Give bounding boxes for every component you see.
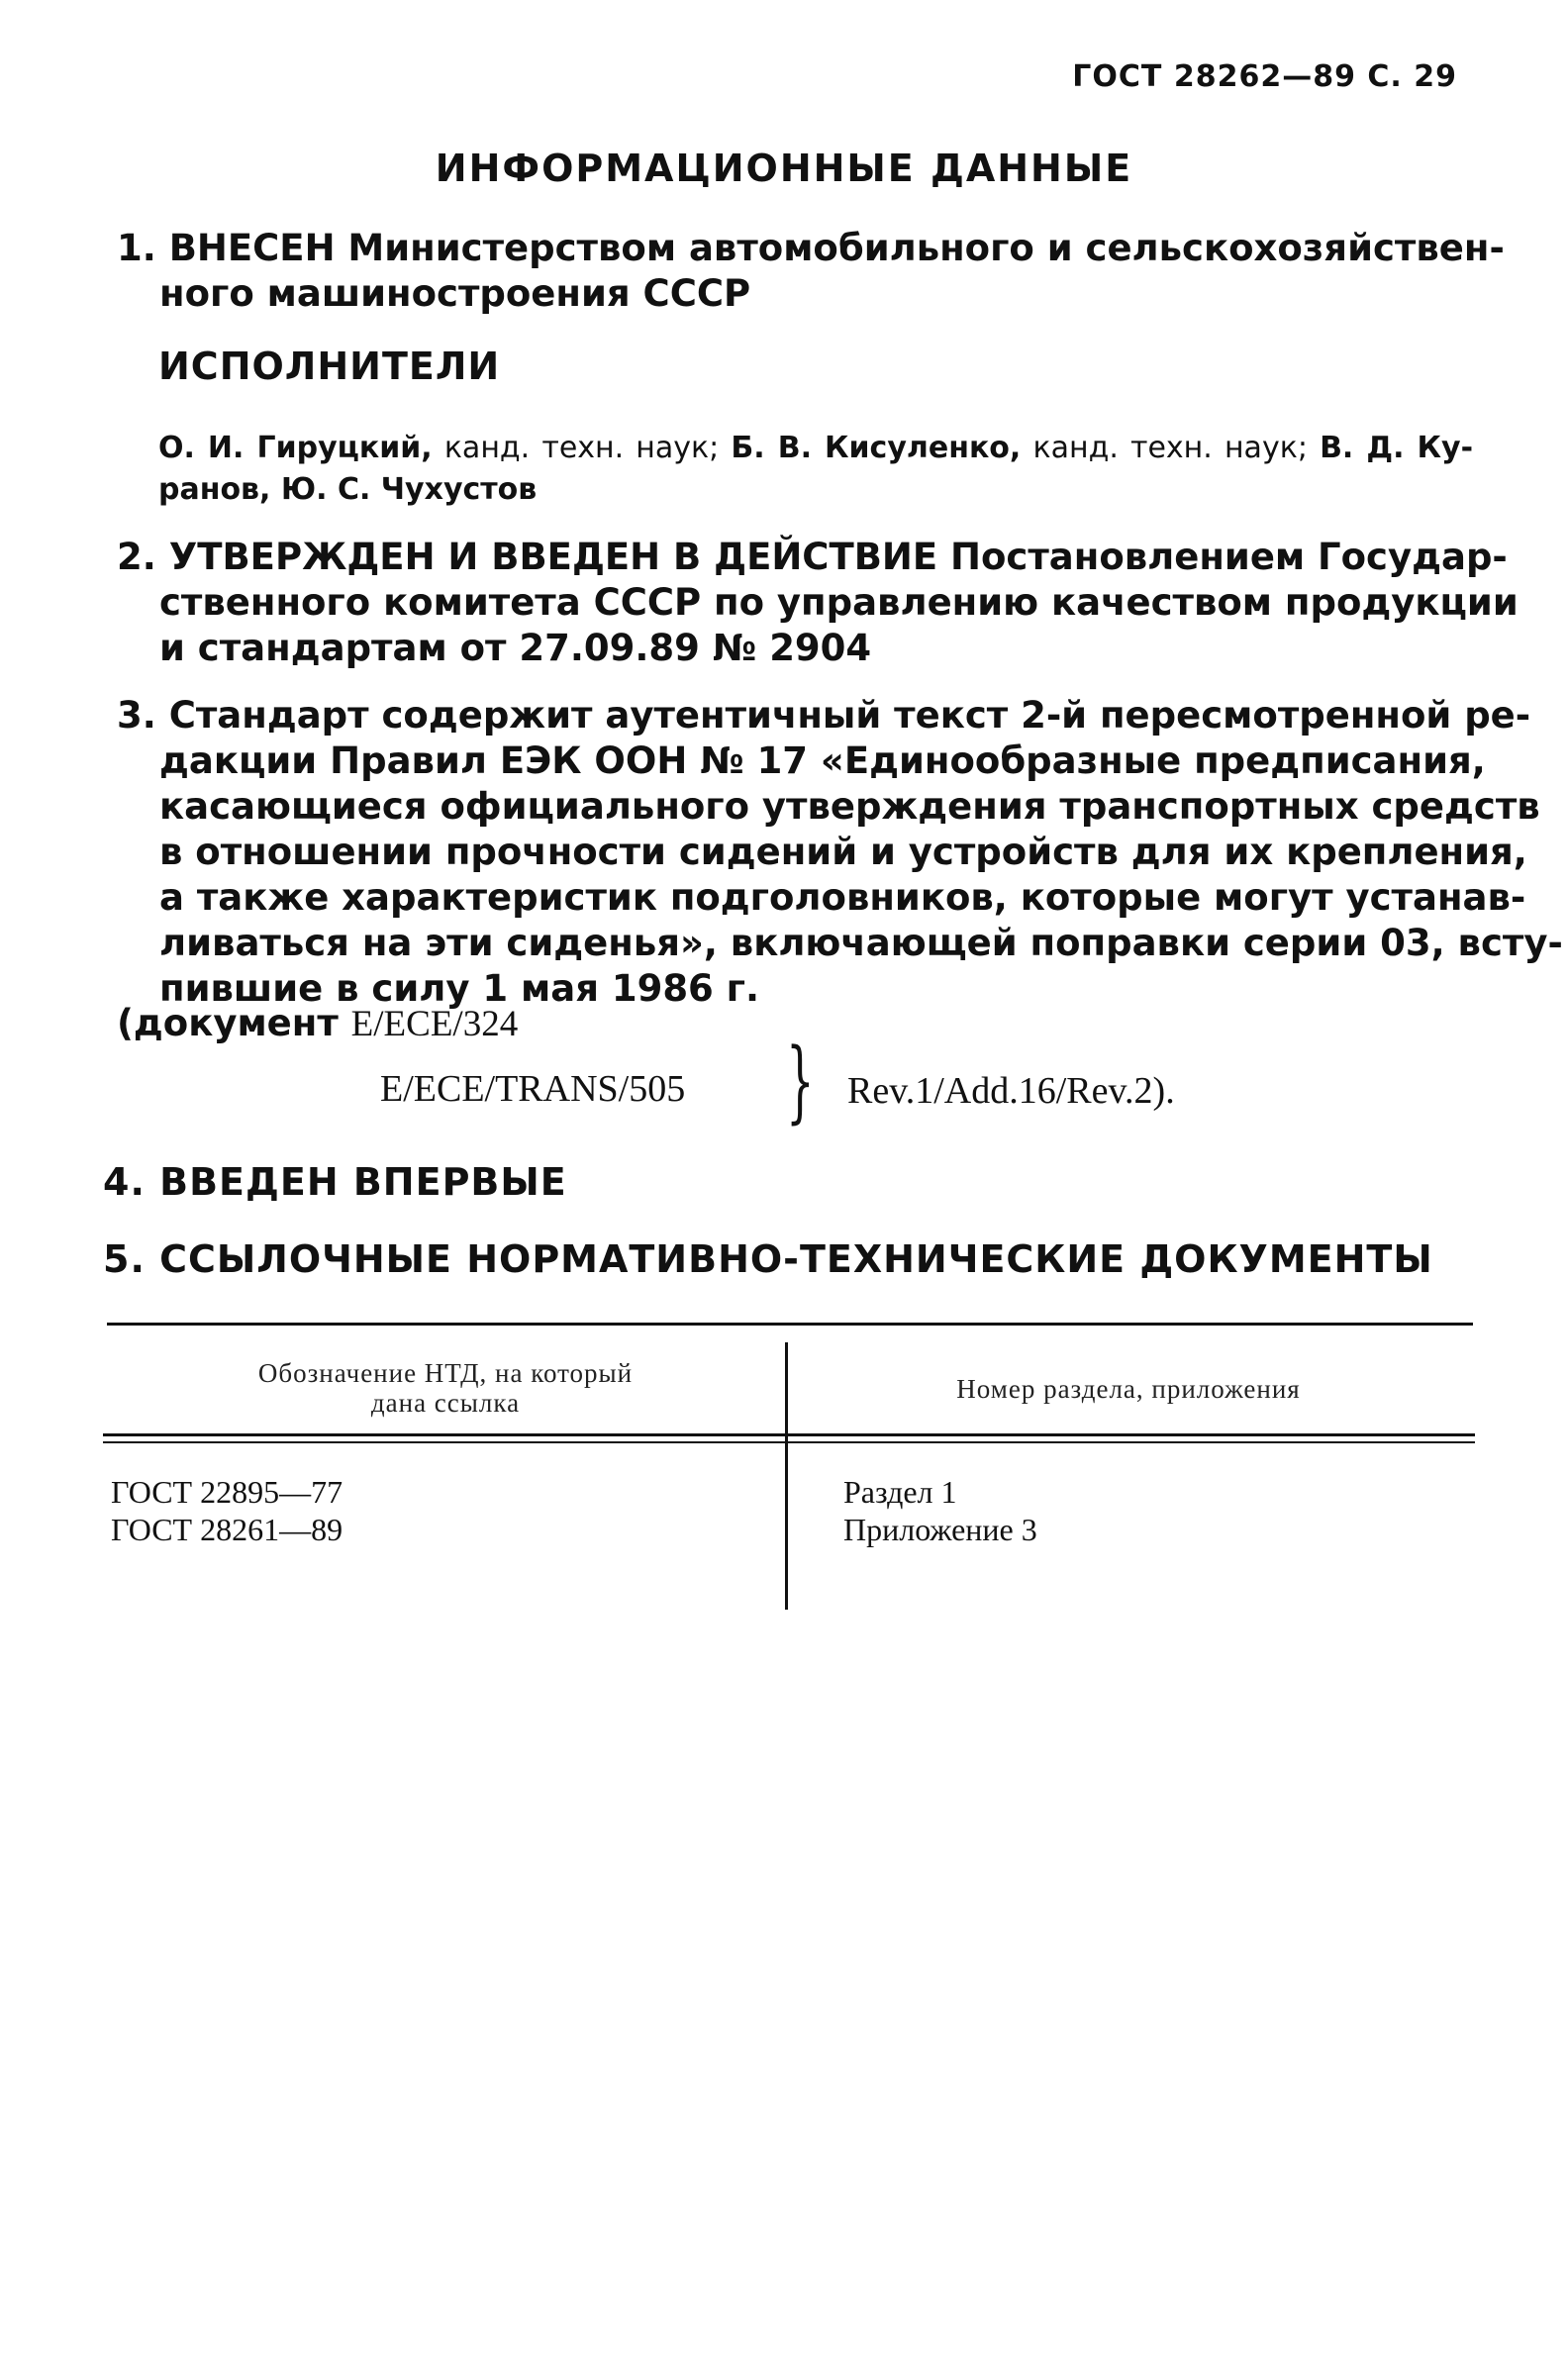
table-row xyxy=(843,1473,1037,1548)
performers-line-2: ранов, Ю. С. Чухустов xyxy=(158,472,538,507)
table-row xyxy=(111,1473,343,1548)
table-header-designation-line-1: Обозначение НТД, на который xyxy=(257,1358,634,1388)
table-cell-section: Раздел 1 xyxy=(843,1474,957,1510)
item-1-introduced xyxy=(117,226,1505,317)
item-2-number: 2. xyxy=(117,536,156,578)
item-3-line-1 xyxy=(117,693,1531,738)
item-3-line-5: а также характеристик подголовников, которые могут устанав- xyxy=(159,876,1526,919)
table-cell-section: Приложение 3 xyxy=(843,1512,1037,1547)
performer-1-name: О. И. Гируцкий, xyxy=(158,431,433,465)
table-header-section: Номер раздела, приложения xyxy=(956,1374,1301,1404)
item-3-line-4: в отношении прочности сидений и устройств для их крепления, xyxy=(159,831,1527,873)
doc-label: (документ xyxy=(117,1002,351,1044)
item-3-line-7: пившие в силу 1 мая 1986 г. xyxy=(159,967,760,1010)
performer-3-name: В. Д. Ку- xyxy=(1320,431,1474,465)
item-2-line-3: и стандартам от 27.09.89 № 2904 xyxy=(159,627,872,669)
item-3-text-1: Стандарт содержит аутентичный текст 2-й пересмотренной ре- xyxy=(168,694,1531,737)
item-5-reference-documents xyxy=(103,1237,1433,1281)
curly-brace-icon: } xyxy=(786,1030,815,1133)
doc-revision: Rev.1/Add.16/Rev.2). xyxy=(847,1070,1175,1112)
item-2-text-1: УТВЕРЖДЕН И ВВЕДЕН В ДЕЙСТВИЕ Постановлением Государ- xyxy=(168,536,1508,578)
item-3-standard-content xyxy=(117,693,1563,1012)
item-1-line-1 xyxy=(117,226,1505,271)
table-header-rule-1 xyxy=(103,1433,1475,1436)
table-top-rule xyxy=(107,1323,1473,1326)
doc-ref-trans-505: E/ECE/TRANS/505 xyxy=(380,1068,686,1110)
item-3-line-6: ливаться на эти сиденья», включающей поправки серии 03, всту- xyxy=(159,922,1563,964)
table-header-designation-line-2: дана ссылка xyxy=(370,1388,521,1418)
table-header-rule-2 xyxy=(103,1441,1475,1443)
item-5-text: ССЫЛОЧНЫЕ НОРМАТИВНО-ТЕХНИЧЕСКИЕ ДОКУМЕНТЫ xyxy=(159,1237,1433,1281)
item-3-number: 3. xyxy=(117,694,156,737)
item-2-approved xyxy=(117,535,1519,671)
performers-line-1 xyxy=(158,428,1473,469)
doc-ref-ece-324: E/ECE/324 xyxy=(350,1004,519,1044)
doc-reference-row-1 xyxy=(117,1002,518,1045)
item-3-line-3: касающиеся официального утверждения транспортных средств xyxy=(159,785,1540,828)
item-1-text-1: ВНЕСЕН Министерством автомобильного и сельскохозяйствен- xyxy=(168,227,1505,269)
table-column-divider xyxy=(785,1342,788,1610)
performer-1-degree: канд. техн. наук; xyxy=(432,431,732,465)
item-3-line-2: дакции Правил ЕЭК ООН № 17 «Единообразные предписания, xyxy=(159,739,1486,782)
item-2-line-2: ственного комитета СССР по управлению качеством продукции xyxy=(159,581,1519,624)
item-2-line-1 xyxy=(117,535,1508,580)
page-header-ref: ГОСТ 28262—89 С. 29 xyxy=(1072,59,1457,94)
table-cell-doc: ГОСТ 28261—89 xyxy=(111,1512,343,1547)
table-cell-doc: ГОСТ 22895—77 xyxy=(111,1474,343,1510)
item-4-text: ВВЕДЕН ВПЕРВЫЕ xyxy=(159,1160,567,1204)
item-5-number: 5. xyxy=(103,1237,146,1281)
table-header-designation xyxy=(148,1358,742,1418)
item-4-first-introduced xyxy=(103,1160,567,1204)
item-4-number: 4. xyxy=(103,1160,146,1204)
document-title: ИНФОРМАЦИОННЫЕ ДАННЫЕ xyxy=(435,147,1133,190)
performer-2-degree: канд. техн. наук; xyxy=(1021,431,1321,465)
performers-list xyxy=(158,428,1473,511)
performers-heading: ИСПОЛНИТЕЛИ xyxy=(158,344,501,388)
performer-2-name: Б. В. Кисуленко, xyxy=(731,431,1022,465)
item-1-number: 1. xyxy=(117,227,156,269)
item-1-line-2: ного машиностроения СССР xyxy=(159,272,751,315)
